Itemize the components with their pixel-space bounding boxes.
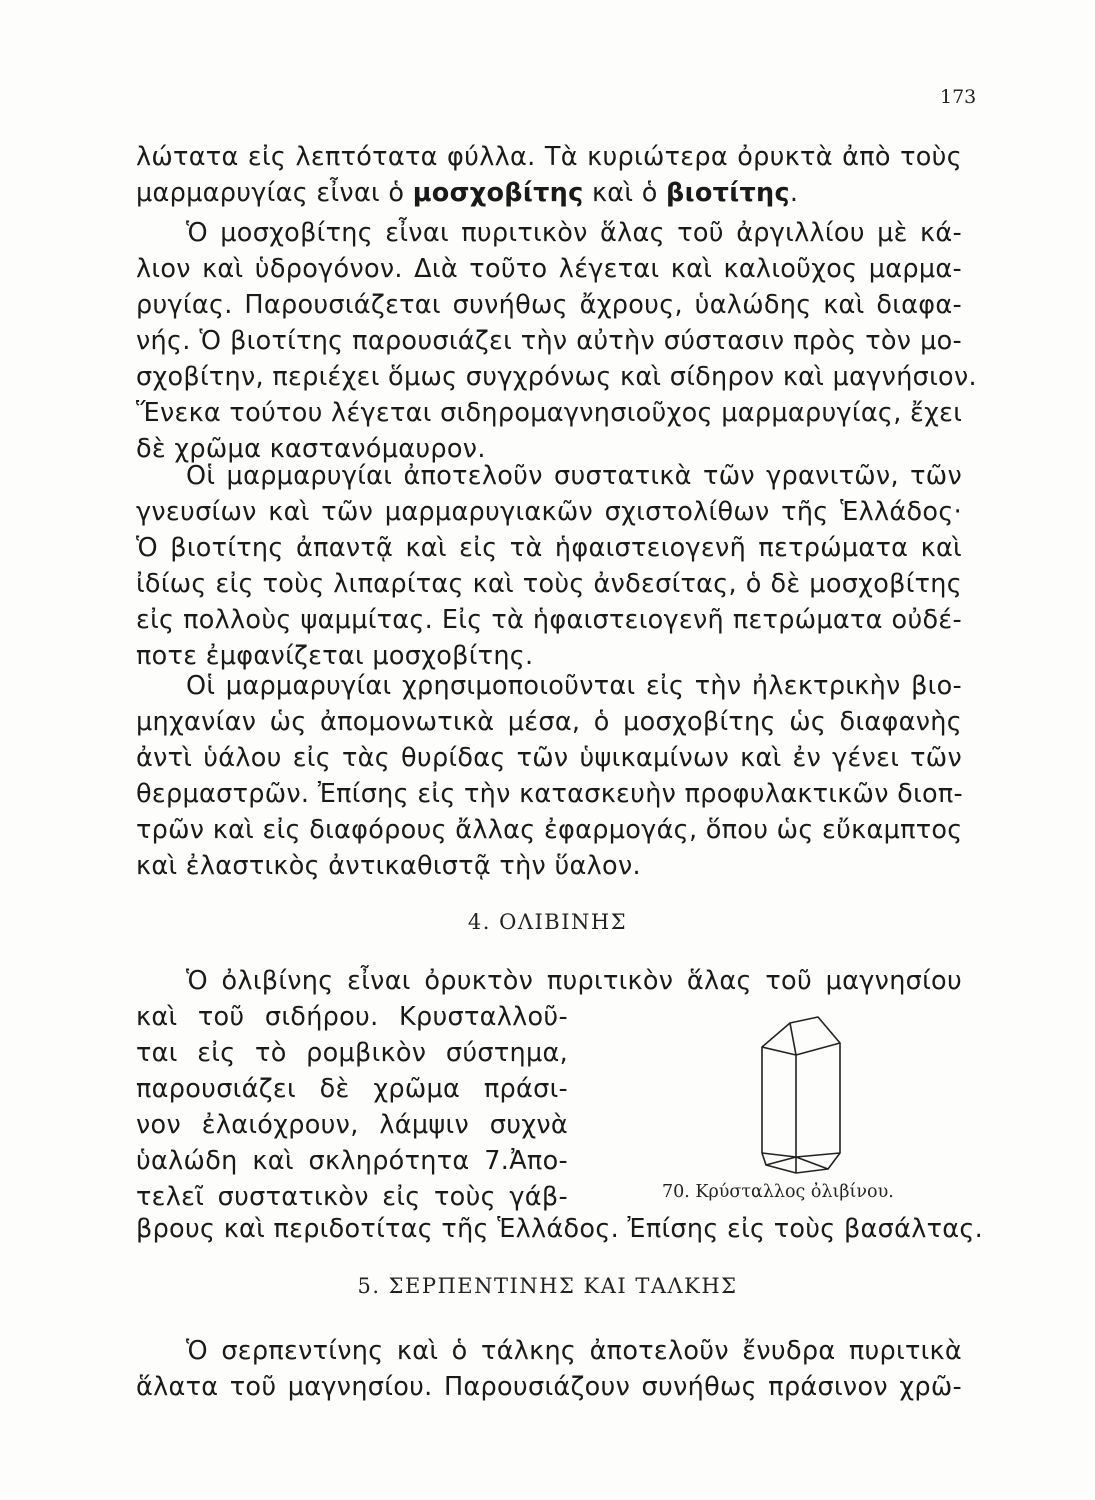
text-line: Ὁ μοσχοβίτης εἶναι πυριτικὸν ἅλας τοῦ ἀργιλλίου μὲ κά- [186,218,962,248]
text-line: καὶ τοῦ σιδήρου. Κρυσταλλοῦ- [136,1002,568,1032]
text-line: Ὁ σερπεντίνης καὶ ὁ τάλκης ἀποτελοῦν ἔνυδρα πυριτικὰ [186,1336,962,1366]
text-span: . [789,178,799,208]
text-line: νής. Ὁ βιοτίτης παρουσιάζει τὴν αὐτὴν σύστασιν πρὸς τὸν μο- [136,326,962,356]
text-line: Οἱ μαρμαρυγίαι χρησιμοποιοῦνται εἰς τὴν ἠλεκτρικὴν βιο- [186,671,962,701]
term-muscovite: μοσχοβίτης [412,178,584,208]
section-heading-olivine: 4. ΟΛΙΒΙΝΗΣ [467,910,628,934]
text-line: νον ἐλαιόχρουν, λάμψιν συχνὰ [136,1110,568,1140]
text-line: Ὁ ὀλιβίνης εἶναι ὀρυκτὸν πυριτικὸν ἅλας τοῦ μαγνησίου [186,966,962,996]
text-line: μηχανίαν ὡς ἀπομονωτικὰ μέσα, ὁ μοσχοβίτης ὡς διαφανὴς [136,707,962,737]
text-line: παρουσιάζει δὲ χρῶμα πράσι- [136,1074,568,1104]
text-line: βρους καὶ περιδοτίτας τῆς Ἑλλάδος. Ἐπίσης εἰς τοὺς βασάλτας. [136,1214,984,1244]
olivine-crystal-figure [740,1015,860,1175]
text-line: ποτε ἐμφανίζεται μοσχοβίτης. [136,641,534,671]
text-line: ρυγίας. Παρουσιάζεται συνήθως ἄχρους, ὑαλώδης καὶ διαφα- [136,290,962,320]
text-span: καὶ ὁ [583,178,667,208]
text-line: ὑαλώδη καὶ σκληρότητα 7.Ἀπο- [136,1146,568,1176]
text-line: ἅλατα τοῦ μαγνησίου. Παρουσιάζουν συνήθως πράσινον χρῶ- [136,1372,962,1402]
term-biotite: βιοτίτης [666,178,790,208]
figure-caption: 70. Κρύσταλλος ὀλιβίνου. [662,1182,894,1202]
text-line [136,176,798,210]
text-line: σχοβίτην, περιέχει ὅμως συγχρόνως καὶ σίδηρον καὶ μαγνήσιον. [136,362,977,392]
section-heading-serpentine-talc: 5. ΣΕΡΠΕΝΤΙΝΗΣ ΚΑΙ ΤΑΛΚΗΣ [357,1274,738,1298]
text-line: Οἱ μαρμαρυγίαι ἀποτελοῦν συστατικὰ τῶν γρανιτῶν, τῶν [186,461,962,491]
text-line: δὲ χρῶμα καστανόμαυρον. [136,434,486,464]
text-line: καὶ ἐλαστικὸς ἀντικαθιστᾷ τὴν ὕαλον. [136,851,641,881]
text-line: τρῶν καὶ εἰς διαφόρους ἄλλας ἐφαρμογάς, ὅπου ὡς εὔκαμπτος [136,815,963,845]
page-number: 173 [940,86,977,108]
text-line: εἰς πολλοὺς ψαμμίτας. Εἰς τὰ ἡφαιστειογενῆ πετρώματα οὐδέ- [136,605,962,635]
text-span: μαρμαρυγίας εἶναι ὁ [136,178,413,208]
text-line: γνευσίων καὶ τῶν μαρμαρυγιακῶν σχιστολίθων τῆς Ἑλλάδος· [136,497,962,527]
text-line: Ἕνεκα τούτου λέγεται σιδηρομαγνησιοῦχος μαρμαρυγίας, ἔχει [136,398,963,428]
text-line: λιον καὶ ὑδρογόνον. Διὰ τοῦτο λέγεται καὶ καλιοῦχος μαρμα- [136,254,962,284]
text-line: Ὁ βιοτίτης ἀπαντᾷ καὶ εἰς τὰ ἡφαιστειογενῆ πετρώματα καὶ [136,533,962,563]
text-line: ἀντὶ ὑάλου εἰς τὰς θυρίδας τῶν ὑψικαμίνων καὶ ἐν γένει τῶν [136,743,962,773]
text-line: τελεῖ συστατικὸν εἰς τοὺς γάβ- [136,1182,568,1212]
text-line: λώτατα εἰς λεπτότατα φύλλα. Τὰ κυριώτερα ὀρυκτὰ ἀπὸ τοὺς [136,142,962,172]
text-line: ἰδίως εἰς τοὺς λιπαρίτας καὶ τοὺς ἀνδεσίτας, ὁ δὲ μοσχοβίτης [136,569,962,599]
text-line: ται εἰς τὸ ρομβικὸν σύστημα, [136,1038,568,1068]
text-line: θερμαστρῶν. Ἐπίσης εἰς τὴν κατασκευὴν προφυλακτικῶν διοπ- [136,779,964,809]
